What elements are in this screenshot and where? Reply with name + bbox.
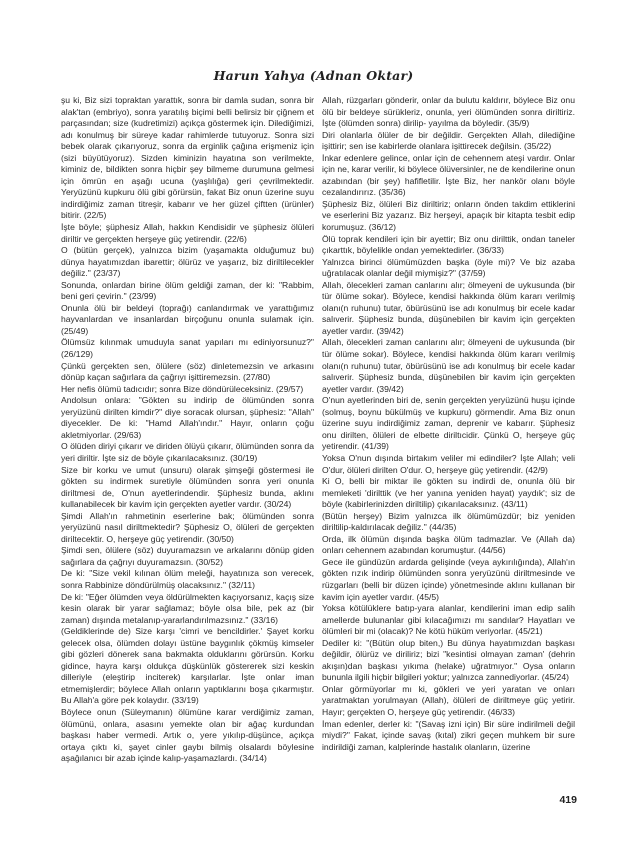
verse-paragraph: Andolsun onlara: "Gökten su indirip de ölümünden sonra yeryüzünü dirilten kimdir?" diye soracak olursan, şüphesiz: "Allah" diyecekler. De ki: "Hamd Allah'ındır." Hayır, onların çoğu akletmiyorlar. (29/63) (61, 395, 314, 440)
verse-paragraph: İman edenler, derler ki: "(Savaş izni için) Bir süre indirilmeli değil miydi?" Fakat, içinde savaş (kıtal) zikri geçen muhkem bir sure indirildiği zaman, kalplerinde hastalık olanların, üzerine (322, 718, 575, 752)
verse-paragraph: (Geldiklerinde de) Size karşı 'cimri ve bencildirler.' Şayet korku gelecek olsa, ölümden dolayı üstüne baygınlık çökmüş kimseler gibi gözleri dönerek sana bakmakta olduklarını görürsün. Korku gidince, hayra karşı oldukça düşkünlük göstererek sizi keskin dilleriyle (eleştirip inciterek) karşılarlar. İşte onlar iman etmemişlerdir; böylece Allah onların yaptıklarını boşa çıkarmıştır. Bu Allah'a göre pek kolaydır. (33/19) (61, 626, 314, 706)
verse-paragraph: Ölü toprak kendileri için bir ayettir; Biz onu dirilttik, ondan taneler çıkarttık, böylelikle ondan yemektedirler. (36/33) (322, 233, 575, 256)
verse-paragraph: Yalnızca birinci ölümümüzden başka (öyle mi)? Ve biz azaba uğratılacak olanlar değil miymişiz?" (37/59) (322, 256, 575, 279)
verse-paragraph: Şimdi sen, ölülere (söz) duyuramazsın ve arkalarını dönüp giden sağırlara da çağrıyı duyuramazsın. (30/52) (61, 545, 314, 567)
right-column (322, 95, 575, 753)
verse-paragraph: O'nun ayetlerinden biri de, senin gerçekten yeryüzünü huşu içinde (solmuş, boynu bükülmüş ve kupkuru) görmendir. Ama Biz onun üzerine suyu indirdiğimiz zaman, deprenir ve kabarır. Şüphesiz onu dirilten, ölüleri de elbette diriltıcidir. Çünkü O, herşeye güç yetirendir. (41/39) (322, 395, 575, 452)
verse-paragraph: Yoksa kötülüklere batıp-yara alanlar, kendilerini iman edip salih amellerde bulunanlar gibi kılacağımızı mı sandılar? Hayatları ve ölümleri bir mi (olacak)? Ne kötü hüküm veriyorlar. (45/21) (322, 603, 575, 637)
verse-paragraph: Her nefis ölümü tadıcıdır; sonra Bize döndürüleceksiniz. (29/57) (61, 383, 304, 394)
left-column (61, 95, 314, 765)
verse-paragraph: Ölümsüz kılınmak umuduyla sanat yapıları mı ediniyorsunuz?" (26/129) (61, 337, 314, 360)
verse-paragraph: Onlar görmüyorlar mı ki, gökleri ve yeri yaratan ve onları yaratmaktan yorulmayan (Allah), ölüleri de diriltmeye güç yetirir. Hayır; gerçekten O, herşeye güç yetirendir. (46/33) (322, 683, 575, 717)
verse-paragraph: Böylece onun (Süleymanın) ölümüne karar verdiğimiz zaman, ölümünü, onlara, asasını yemekte olan bir ağaç kurdundan başkası haber vermedi. Artık o, yere yıkılıp-düşünce, açıkça ortaya çıktı ki, şayet cinler gaybı bilmiş olsalardı böylesine aşağılanıcı bir azab içinde kalıp-yaşamazlardı. (34/14) (61, 706, 314, 764)
verse-paragraph: O ölüden diriyi çıkarır ve diriden ölüyü çıkarır, ölümünden sonra da yeri diriltir. İşte siz de böyle çıkarılacaksınız. (30/19) (61, 441, 314, 463)
verse-paragraph: Gece ile gündüzün ardarda gelişinde (veya aykırılığında), Allah'ın gökten rızık indirip ölümünden sonra yeryüzünü diriltmesinde ve rüzgarları (belli bir düzen içinde) yönetmesinde aklını kullanan bir kavim için ayetler vardır. (45/5) (322, 556, 575, 602)
verse-paragraph: Allah, rüzgarları gönderir, onlar da bulutu kaldırır, böylece Biz onu ölü bir beldeye sürükleriz, onunla, yeri ölümünden sonra diriltiriz. İşte (ölümden sonra) dirilip- yayılma da böyledir. (35/9) (322, 95, 575, 129)
verse-paragraph: Ki O, belli bir miktar ile gökten su indirdi de, onunla ölü bir memleketi 'dirilttik (ve her yanına yeniden hayat) yaydık'; siz de böyle (kabirlerinizden diriltilip) çıkarılacaksınız. (43/11) (322, 476, 575, 510)
verse-paragraph: Şüphesiz Biz, ölüleri Biz diriltiriz; onların önden takdim ettiklerini ve eserlerini Biz yazarız. Biz herşeyi, apaçık bir kitapta tesbit edip korumuşuz. (36/12) (322, 198, 575, 233)
verse-paragraph: Çünkü gerçekten sen, ölülere (söz) dinletemezsin ve arkasını dönüp kaçan sağırlara da çağrıyı işittiremezsin. (27/80) (61, 360, 314, 383)
verse-paragraph: Sonunda, onlardan birine ölüm geldiği zaman, der ki: "Rabbim, beni geri çevirin." (23/99) (61, 279, 314, 302)
verse-paragraph: İnkar edenlere gelince, onlar için de cehennem ateşi vardır. Onlar için ne, karar verilir, ki böylece ölüversinler, ne de kendilerine onun azabından (bir şey) hafifletilir. İşte Biz, her nankör olanı böyle cezalandırırız. (35/36) (322, 152, 575, 198)
verse-paragraph: Orda, ilk ölümün dışında başka ölüm tadmazlar. Ve (Allah da) onları cehennem azabından korumuştur. (44/56) (322, 533, 575, 556)
running-header: Harun Yahya (Adnan Oktar) (213, 68, 414, 83)
verse-paragraph: Size bir korku ve umut (unsuru) olarak şimşeği göstermesi ile gökten su indirmek suretiyle ölümünden sonra yeri onunla diriltmesi de, O'nun ayetlerindendir. Şüphesiz bunda, aklını kullanabilecek bir kavim için gerçekten ayetler vardır. (30/24) (61, 464, 314, 510)
verse-paragraph: Diri olanlarla ölüler de bir değildir. Gerçekten Allah, dilediğine işittirir; sen ise kabirlerde olanlara işittirecek değilsin. (35/22) (322, 129, 575, 152)
verse-paragraph: Allah, ölecekleri zaman canlarını alır; ölmeyeni de uykusunda (bir tür ölüme sokar). Böylece, kendisi hakkında ölüm kararı verilmiş olanı(n ruhunu) tutar, öbürüsünü ise adı konulmuş bir ecele kadar salıverir. Şüphesiz bunda, düşünebilen bir kavim için gerçekten ayetler vardır. (39/42) (322, 279, 575, 336)
verse-paragraph: Şimdi Allah'ın rahmetinin eserlerine bak; ölümünden sonra yeryüzünü nasıl diriltmektedir? Şüphesiz O, ölüleri de gerçekten diriltecektir. O, herşeye güç yetirendir. (30/50) (61, 510, 314, 544)
verse-paragraph: Onunla ölü bir beldeyi (toprağı) canlandırmak ve yarattığımız hayvanlardan ve insanlardan birçoğunu onunla sulamak için. (25/49) (61, 302, 314, 336)
verse-paragraph: Yoksa O'nun dışında birtakım veliler mi edindiler? İşte Allah; veli O'dur, ölüleri dirilten O'dur. O, herşeye güç yetirendir. (42/9) (322, 452, 575, 475)
verse-paragraph: O (bütün gerçek), yalnızca bizim (yaşamakta olduğumuz bu) dünya hayatımızdan ibarettir; ölürüz ve yaşarız, biz diriltilecekler değiliz." (23/37) (61, 245, 314, 279)
verse-paragraph: De ki: "Eğer ölümden veya öldürülmekten kaçıyorsanız, kaçış size kesin olarak bir yarar sağlamaz; böyle olsa bile, pek az (bir zaman) dışında metalanıp-yararlandırılmazsınız." (33/16) (61, 591, 314, 625)
verse-paragraph: Allah, ölecekleri zaman canlarını alır; ölmeyeni de uykusunda (bir tür ölüme sokar). Böylece, kendisi hakkında ölüm kararı verilmiş olanı(n ruhunu) tutar, öbürüsünü ise adı konulmuş bir ecele kadar salıverir. Şüphesiz bunda, düşünebilen bir kavim için gerçekten ayetler vardır. (39/42) (322, 337, 575, 394)
verse-paragraph: İşte böyle; şüphesiz Allah, hakkın Kendisidir ve şüphesiz ölüleri diriltir ve gerçekten herşeye güç yetirendir. (22/6) (61, 222, 314, 244)
verse-paragraph: Dediler ki: "(Bütün olup biten,) Bu dünya hayatımızdan başkası değildir, ölürüz ve diriliriz; bizi "kesintisi olmayan zaman' (dehrin akışın)dan başkası yıkıma (helake) uğratmıyor." Oysa onların bununla ilgili hiçbir bilgileri yoktur; yalnızca zannediyorlar. (45/24) (322, 637, 575, 683)
page-number: 419 (559, 794, 577, 806)
verse-paragraph: (Bütün herşey) Bizim yalnızca ilk ölümümüzdür; biz yeniden diriltilip-kaldırılacak değiliz." (44/35) (322, 510, 575, 533)
verse-paragraph: şu ki, Biz sizi topraktan yarattık, sonra bir damla sudan, sonra bir alak'tan (embriyo), sonra yaratılış biçimi belli belirsiz bir çiğnem et parçasından; size (kudretimizi) açıkça göstermek için. Dilediğimizi, adı konulmuş bir süreye kadar rahimlerde tutuyoruz. Sonra sizi bebek olarak çıkarıyoruz, sonra da erginlik çağına erişmeniz için (sizi büyütüyoruz). Sizden kiminizin hayatına son verilmekte, kiminiz de, bildikten sonra hiçbir şey bilmeme durumuna gelmesi için ömrün en aşağı ucuna (yaşlılığa) geri çevrilmektedir. Yeryüzünü kupkuru ölü gibi görürsün, fakat Biz onun üzerine suyu indirdiğimiz zaman titreşir, kabarır ve her güzel çiftten (ürünler) bitirir. (22/5) (61, 95, 314, 221)
verse-paragraph: De ki: "Size vekil kılınan ölüm meleği, hayatınıza son verecek, sonra Rabbinize döndürülmüş olacaksınız." (32/11) (61, 568, 314, 590)
